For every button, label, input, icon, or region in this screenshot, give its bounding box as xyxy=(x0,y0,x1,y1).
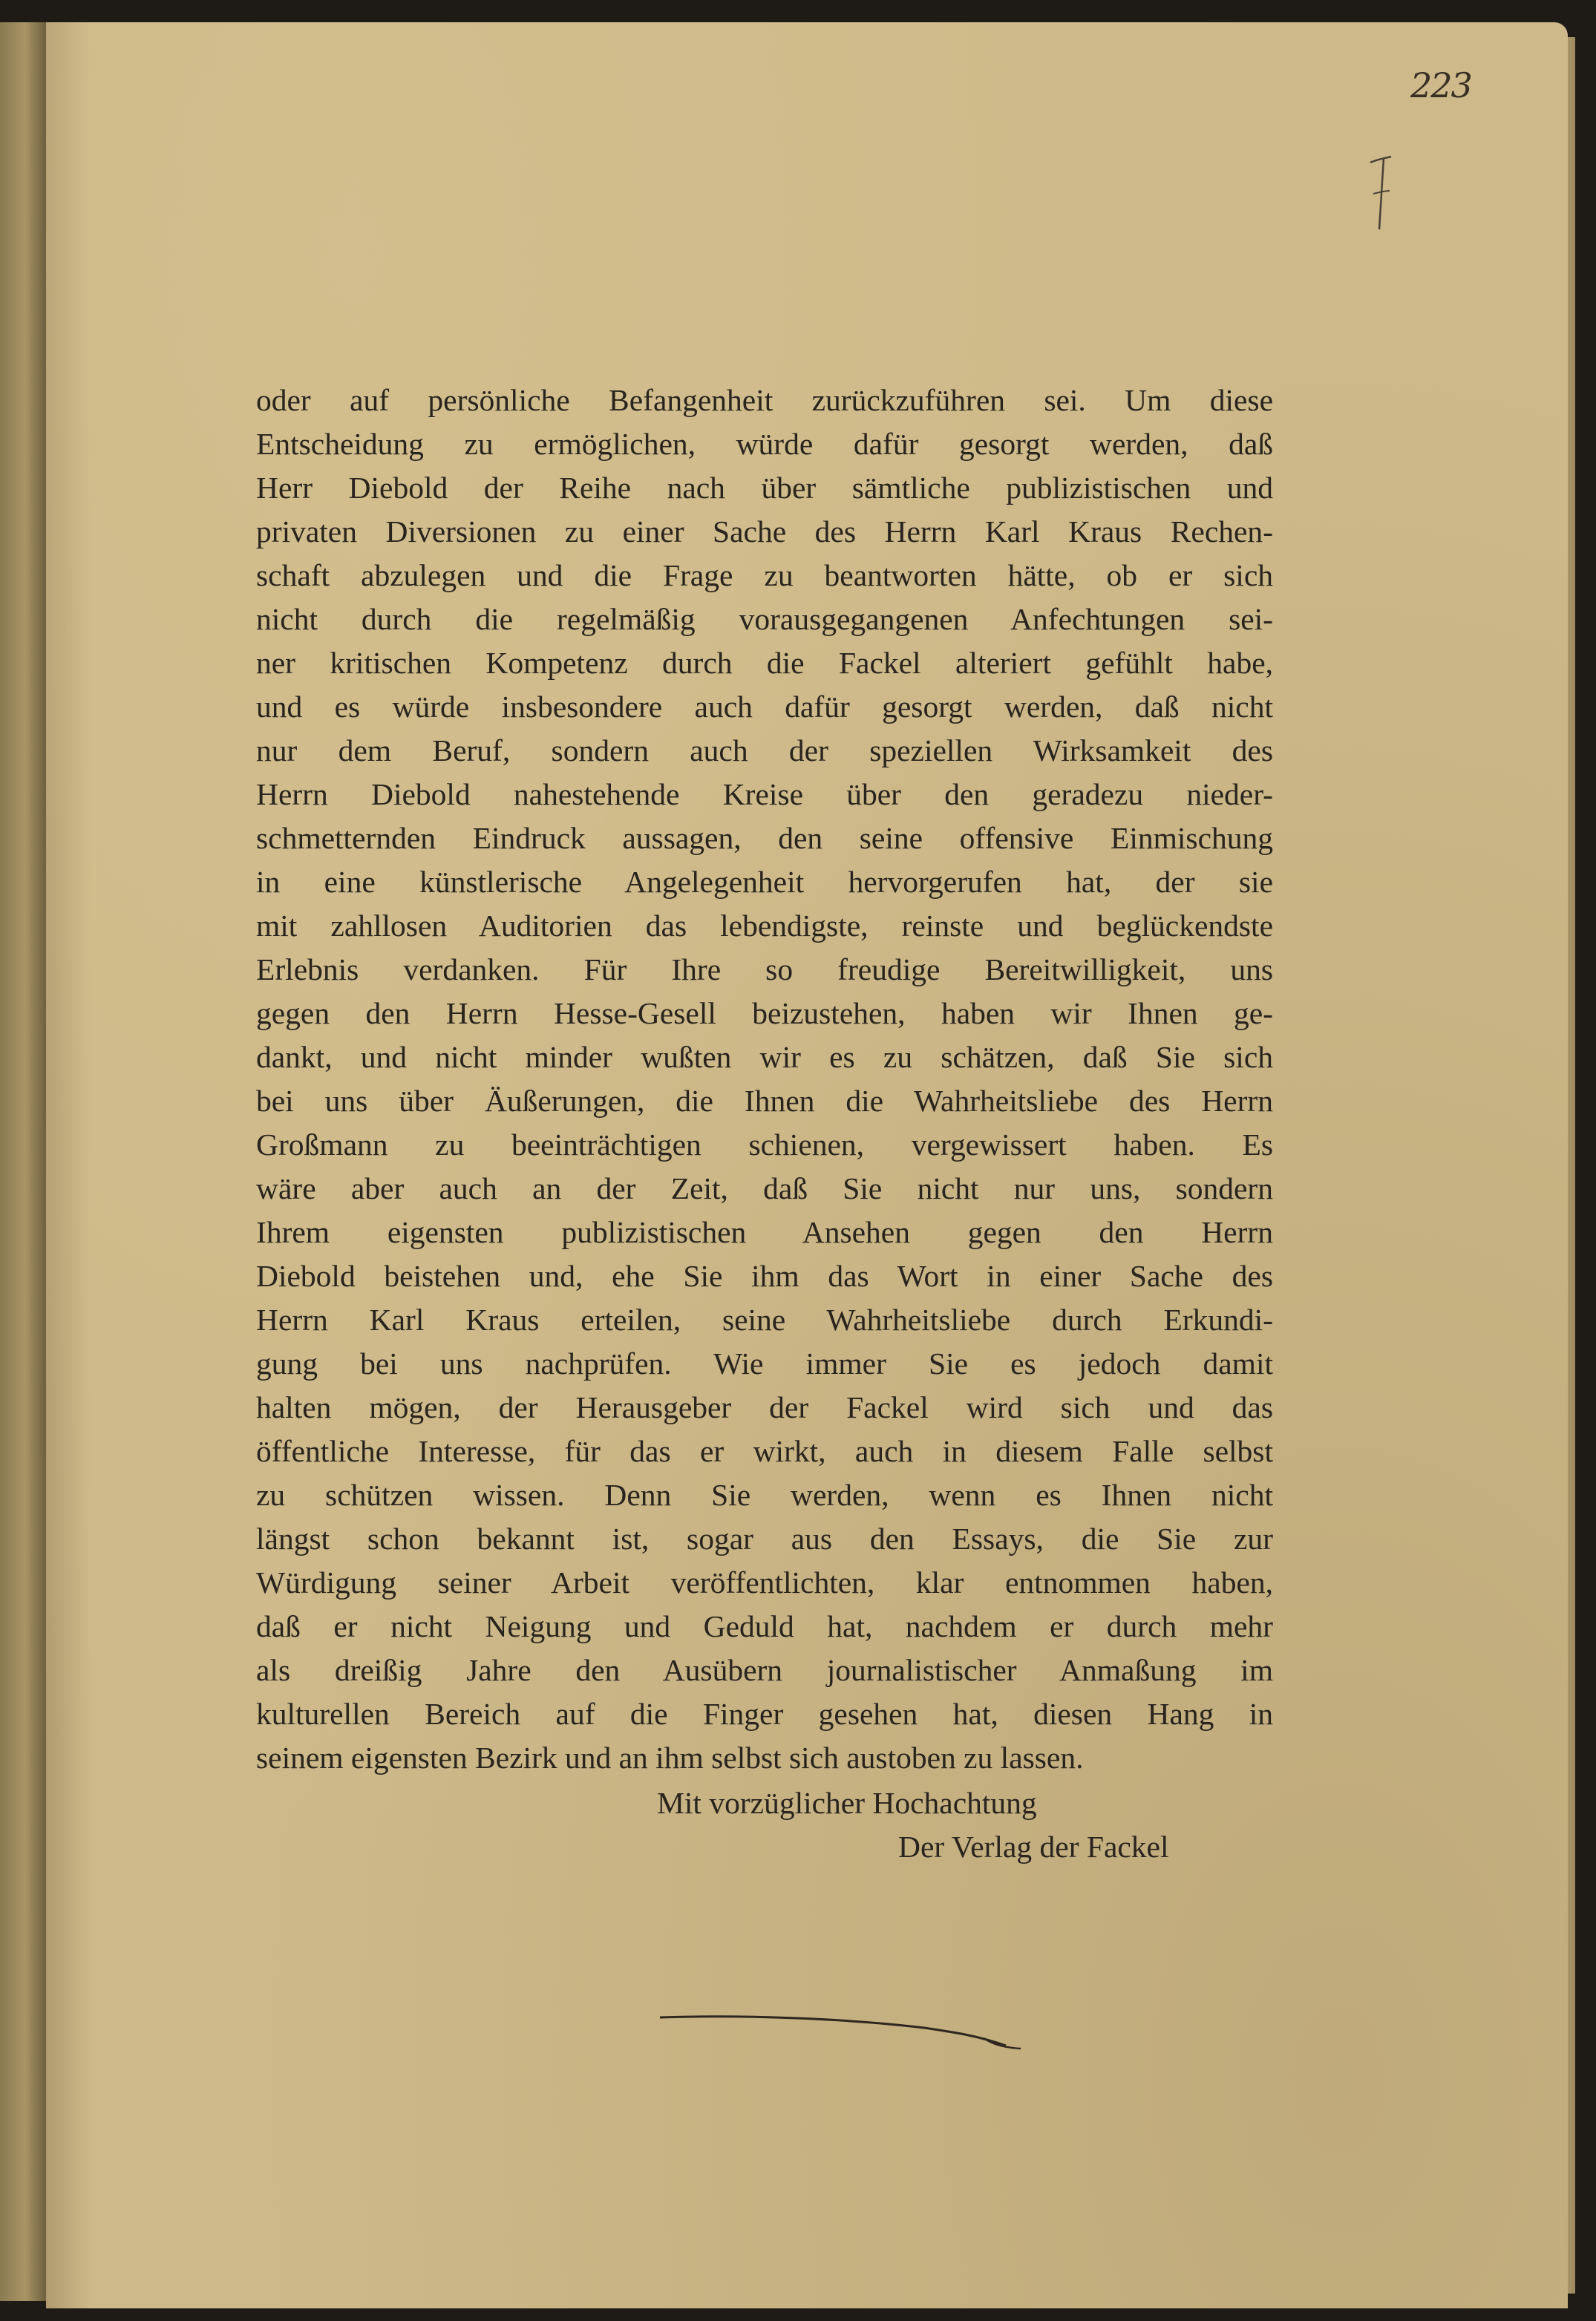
body-line: Erlebnis verdanken. Für Ihre so freudige Bereitwilligkeit, uns xyxy=(256,952,1273,986)
body-line: halten mögen, der Herausgeber der Fackel wird sich und das xyxy=(256,1390,1273,1424)
body-line: kulturellen Bereich auf die Finger gesehen hat, diesen Hang in xyxy=(256,1697,1273,1731)
body-line: mit zahllosen Auditorien das lebendigste, reinste und beglückendste xyxy=(256,909,1273,943)
body-line: oder auf persönliche Befangenheit zurückzuführen sei. Um diese xyxy=(256,383,1273,417)
body-line: Entscheidung zu ermöglichen, würde dafür gesorgt werden, daß xyxy=(256,427,1273,461)
body-line: gegen den Herrn Hesse-Gesell beizustehen, haben wir Ihnen ge- xyxy=(256,996,1273,1030)
pencil-annotation-icon xyxy=(1366,152,1396,234)
body-line: wäre aber auch an der Zeit, daß Sie nicht nur uns, sondern xyxy=(256,1171,1273,1205)
letter-signature: Der Verlag der Fackel xyxy=(898,1830,1169,1864)
body-line: Großmann zu beeinträchtigen schienen, vergewissert haben. Es xyxy=(256,1127,1273,1162)
letter-closing: Mit vorzüglicher Hochachtung xyxy=(657,1786,1037,1820)
body-line: daß er nicht Neigung und Geduld hat, nachdem er durch mehr xyxy=(256,1609,1273,1643)
closing-rule-divider xyxy=(657,1997,1043,2056)
handwritten-folio-number: 223 xyxy=(1410,65,1471,105)
body-line: ner kritischen Kompetenz durch die Fackel alteriert gefühlt habe, xyxy=(256,646,1273,680)
body-line: nicht durch die regelmäßig vorausgegangenen Anfechtungen sei- xyxy=(256,602,1273,636)
body-line: längst schon bekannt ist, sogar aus den Essays, die Sie zur xyxy=(256,1522,1273,1556)
body-line: privaten Diversionen zu einer Sache des Herrn Karl Kraus Rechen- xyxy=(256,514,1273,549)
body-line: bei uns über Äußerungen, die Ihnen die Wahrheitsliebe des Herrn xyxy=(256,1084,1273,1118)
body-line: dankt, und nicht minder wußten wir es zu schätzen, daß Sie sich xyxy=(256,1040,1273,1074)
body-line: und es würde insbesondere auch dafür gesorgt werden, daß nicht xyxy=(256,690,1273,724)
body-line: Würdigung seiner Arbeit veröffentlichten, klar entnommen haben, xyxy=(256,1565,1273,1600)
body-line: Herrn Diebold nahestehende Kreise über den geradezu nieder- xyxy=(256,777,1273,811)
body-line: schmetternden Eindruck aussagen, den seine offensive Einmischung xyxy=(256,821,1273,855)
body-line: zu schützen wissen. Denn Sie werden, wenn es Ihnen nicht xyxy=(256,1478,1273,1512)
body-line: Diebold beistehen und, ehe Sie ihm das Wort in einer Sache des xyxy=(256,1259,1273,1293)
body-line: Ihrem eigensten publizistischen Ansehen gegen den Herrn xyxy=(256,1215,1273,1249)
body-line: Herr Diebold der Reihe nach über sämtliche publizistischen und xyxy=(256,471,1273,505)
body-line: gung bei uns nachprüfen. Wie immer Sie es jedoch damit xyxy=(256,1346,1273,1381)
facing-page-edge xyxy=(0,22,46,2301)
body-line: seinem eigensten Bezirk und an ihm selbst sich austoben zu lassen. xyxy=(256,1741,1084,1775)
body-line: öffentliche Interesse, für das er wirkt, auch in diesem Falle selbst xyxy=(256,1434,1273,1468)
letter-body xyxy=(256,379,1273,1780)
body-line: in eine künstlerische Angelegenheit hervorgerufen hat, der sie xyxy=(256,865,1273,899)
body-line: als dreißig Jahre den Ausübern journalistischer Anmaßung im xyxy=(256,1653,1273,1687)
body-line: schaft abzulegen und die Frage zu beantworten hätte, ob er sich xyxy=(256,558,1273,592)
body-line: Herrn Karl Kraus erteilen, seine Wahrheitsliebe durch Erkundi- xyxy=(256,1303,1273,1337)
body-line: nur dem Beruf, sondern auch der speziellen Wirksamkeit des xyxy=(256,733,1273,767)
